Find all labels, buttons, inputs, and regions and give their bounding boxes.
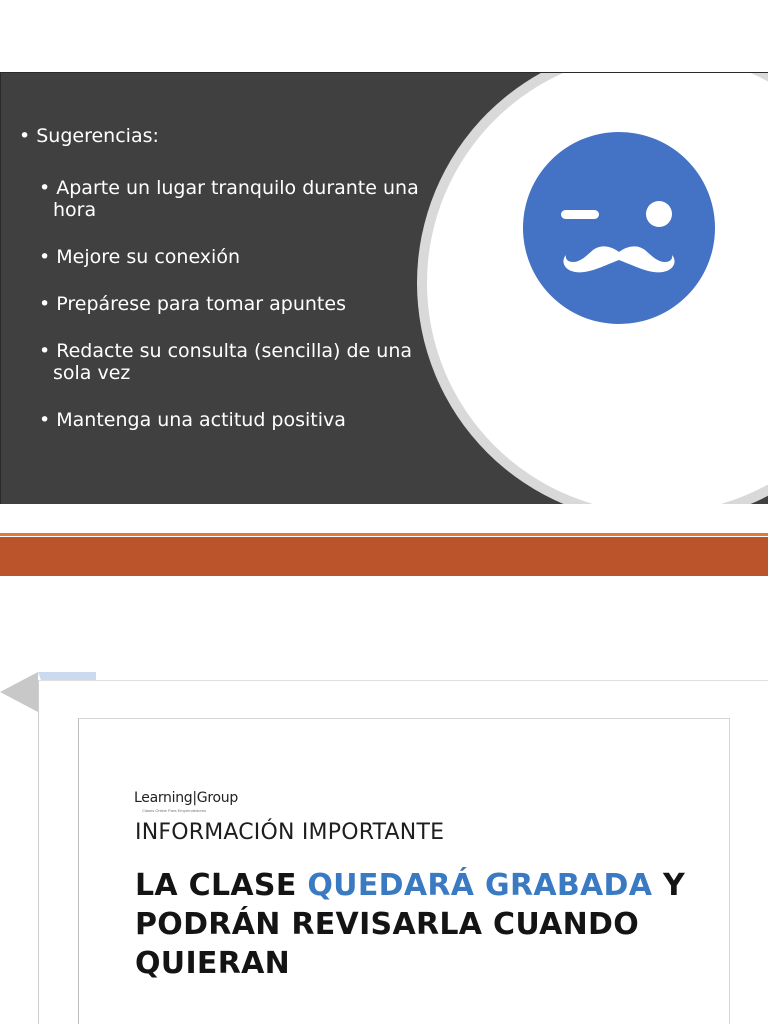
- slide-important-info: [0, 670, 768, 1024]
- suggestions-list: [19, 125, 419, 456]
- separator-line: [0, 533, 768, 536]
- suggestion-item: • Mantenga una actitud positiva: [39, 409, 419, 431]
- separator-band: [0, 537, 768, 576]
- winking-mustache-face-icon: [523, 132, 715, 324]
- recording-headline: [135, 866, 735, 983]
- headline-part1: LA CLASE: [135, 868, 308, 903]
- headline-highlight: QUEDARÁ GRABADA: [307, 868, 653, 903]
- suggestion-item: • Redacte su consulta (sencilla) de una sola vez: [39, 340, 419, 384]
- info-title: INFORMACIÓN IMPORTANTE: [135, 820, 445, 845]
- suggestion-item: • Mejore su conexión: [39, 246, 419, 268]
- suggestion-item: • Prepárese para tomar apuntes: [39, 293, 419, 315]
- logo-tagline: Clases Online Para Emprendedores: [142, 808, 207, 813]
- slide-suggestions: [0, 72, 768, 504]
- headline-part2: Y PODRÁN REVISARLA CUANDO QUIERAN: [135, 868, 686, 981]
- learning-group-logo: Learning|Group: [134, 790, 238, 806]
- suggestion-item: • Aparte un lugar tranquilo durante una hora: [39, 177, 419, 221]
- suggestions-heading: • Sugerencias:: [19, 125, 419, 147]
